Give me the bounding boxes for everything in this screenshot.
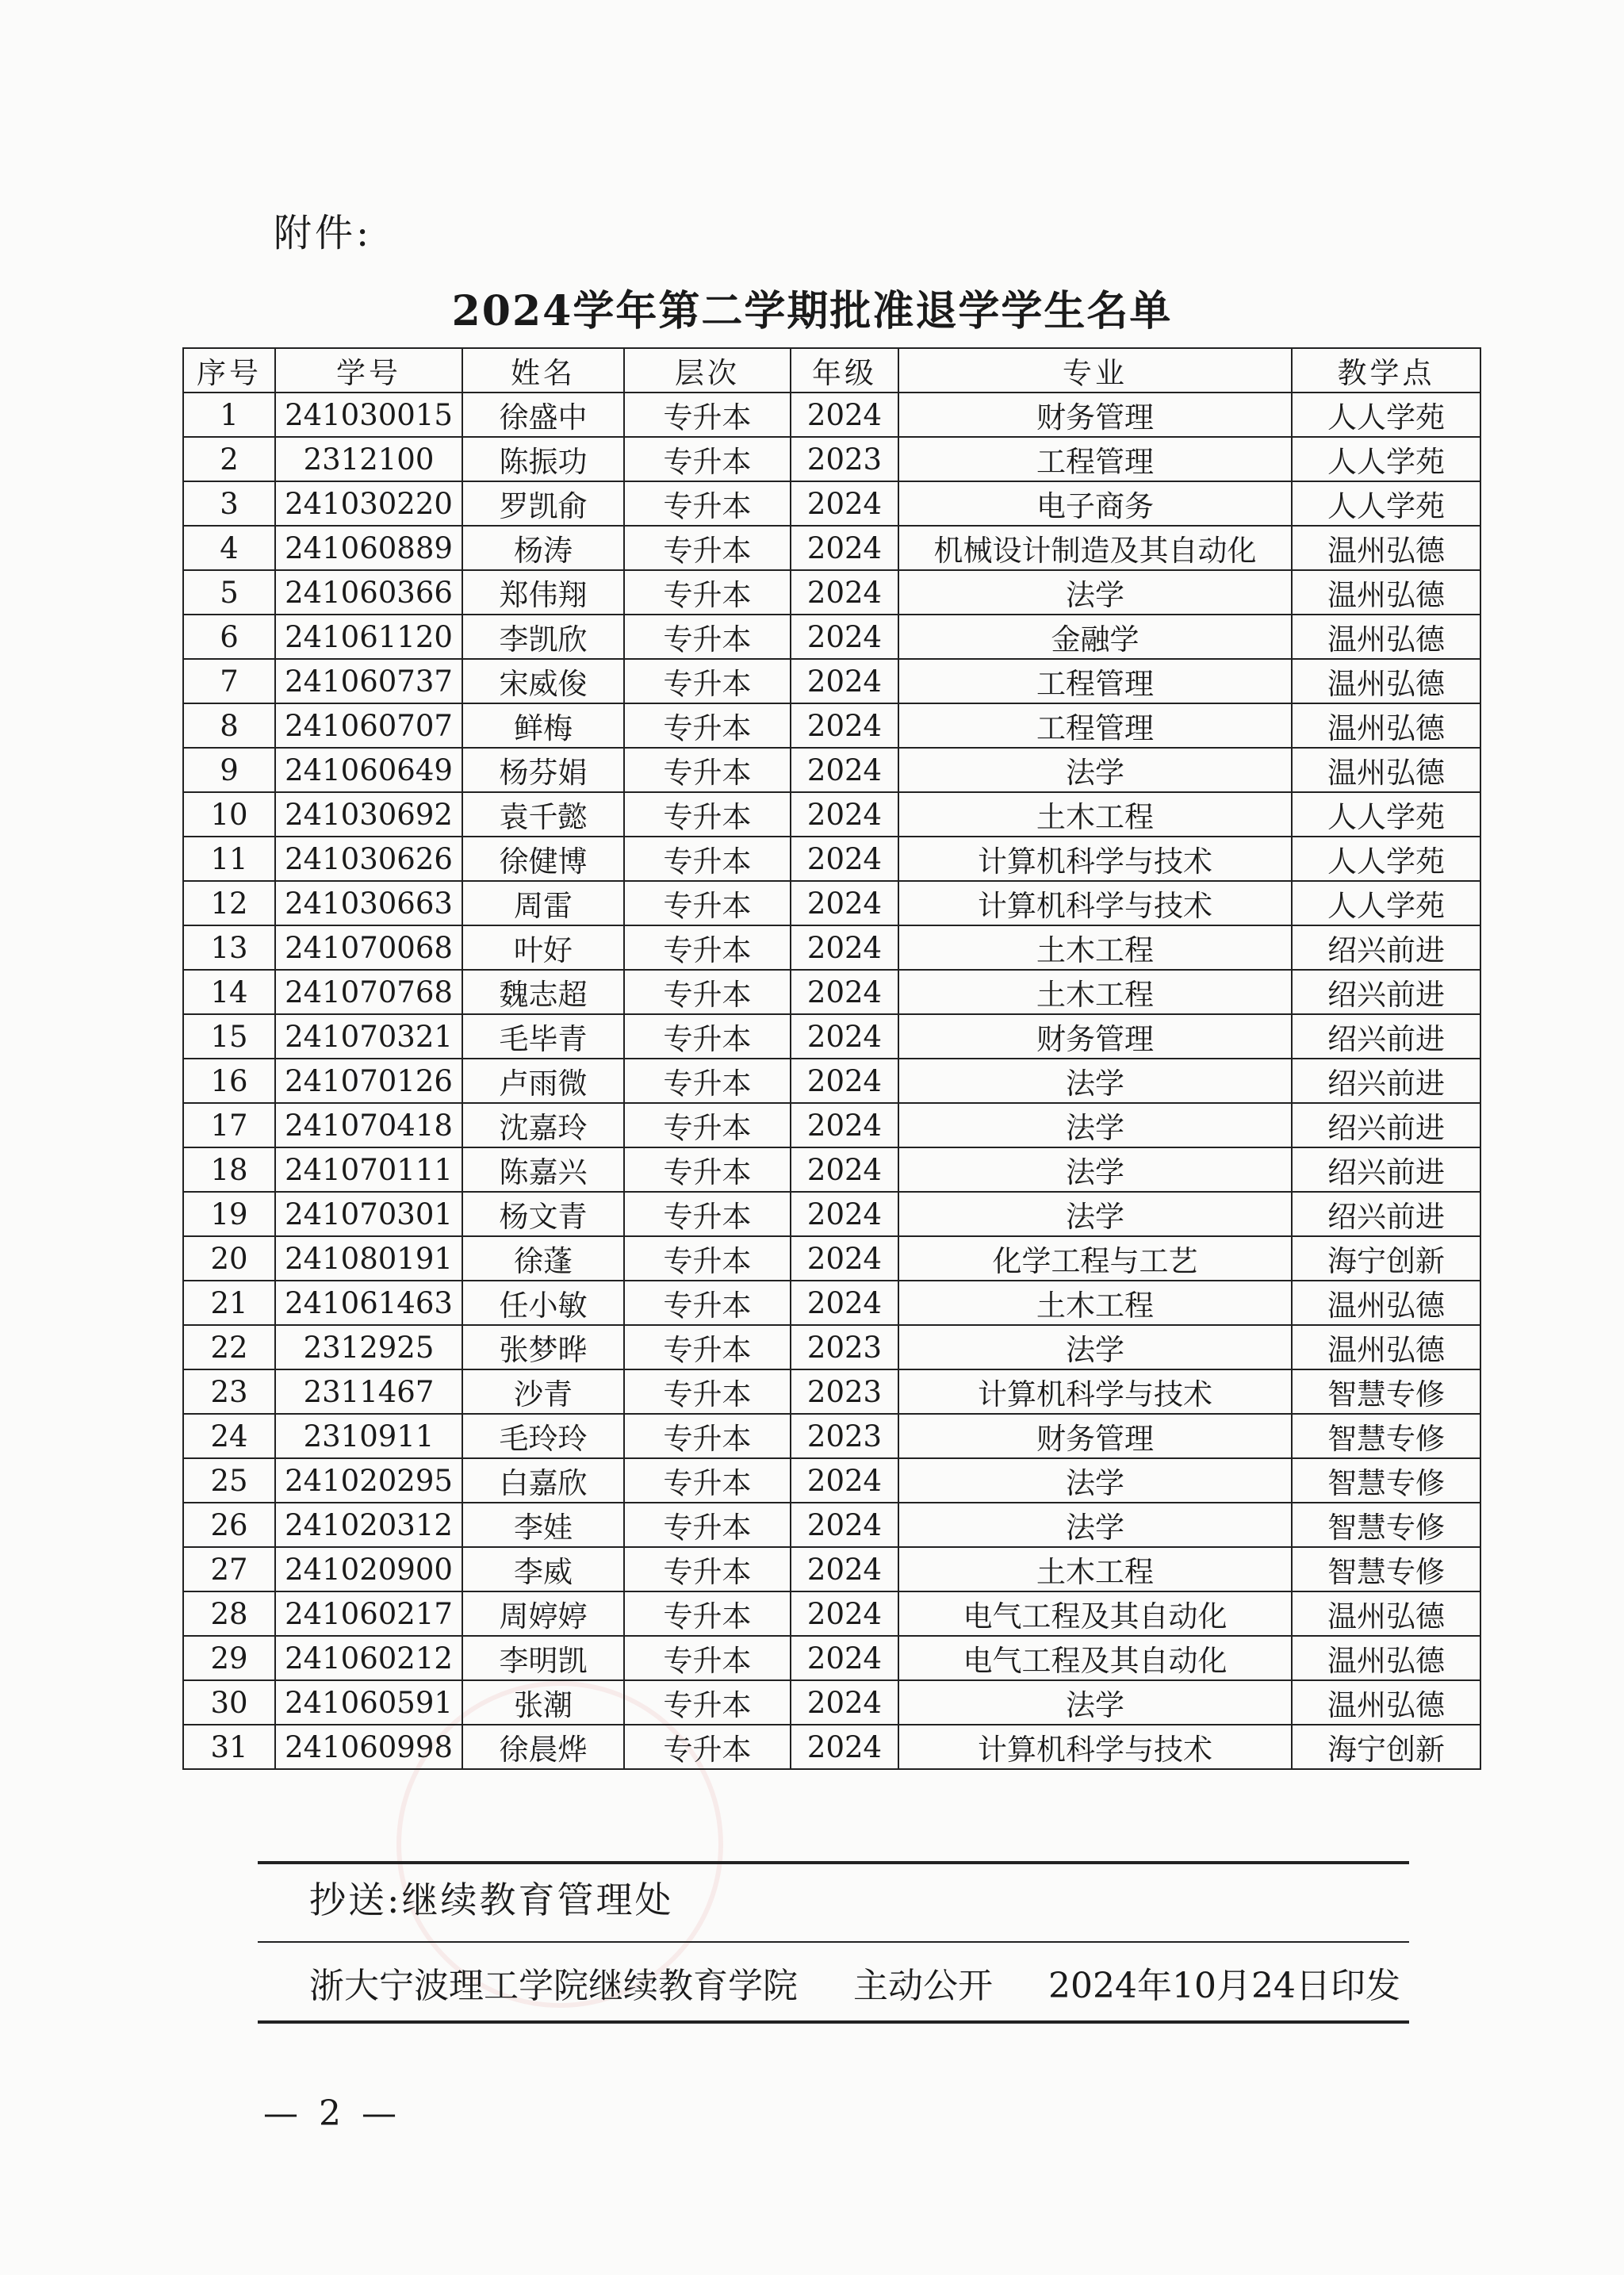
cell-index: 2 [183,437,275,481]
cell-level: 专升本 [624,1192,791,1236]
cell-name: 罗凯俞 [462,481,624,526]
table-row [183,748,1480,792]
cell-major: 法学 [898,1503,1292,1547]
cell-index: 27 [183,1547,275,1591]
cell-index: 10 [183,792,275,837]
table-row [183,881,1480,925]
table-row [183,1192,1480,1236]
cell-name: 徐晨烨 [462,1725,624,1769]
cell-major: 财务管理 [898,1414,1292,1458]
cell-teaching-site: 温州弘德 [1292,570,1480,615]
cell-grade: 2024 [791,1103,898,1147]
cell-grade: 2023 [791,1414,898,1458]
cell-teaching-site: 人人学苑 [1292,881,1480,925]
cell-index: 9 [183,748,275,792]
cell-level: 专升本 [624,570,791,615]
cell-grade: 2024 [791,1014,898,1059]
cell-grade: 2023 [791,1325,898,1369]
cell-teaching-site: 人人学苑 [1292,792,1480,837]
table-row [183,1725,1480,1769]
cell-teaching-site: 智慧专修 [1292,1503,1480,1547]
cell-index: 13 [183,925,275,970]
document-title: 2024学年第二学期批准退学学生名单 [451,287,1173,335]
cell-grade: 2024 [791,659,898,703]
cell-name: 鲜梅 [462,703,624,748]
cell-major: 财务管理 [898,393,1292,437]
cell-student-id: 241060737 [275,659,462,703]
footer-middle-rule [258,1941,1409,1943]
cell-name: 李凯欣 [462,615,624,659]
cell-major: 电子商务 [898,481,1292,526]
cell-major: 工程管理 [898,437,1292,481]
table-body [183,393,1480,1769]
table-header-row [183,348,1480,393]
cell-index: 4 [183,526,275,570]
cc-recipients: 抄送:继续教育管理处 [309,1879,674,1921]
table-row [183,1147,1480,1192]
cell-level: 专升本 [624,970,791,1014]
cell-name: 杨文青 [462,1192,624,1236]
cell-teaching-site: 绍兴前进 [1292,925,1480,970]
cell-name: 任小敏 [462,1281,624,1325]
cell-major: 工程管理 [898,659,1292,703]
cell-name: 徐健博 [462,837,624,881]
header-teaching-site: 教学点 [1292,348,1480,393]
cell-grade: 2024 [791,1458,898,1503]
table-row [183,437,1480,481]
cell-grade: 2024 [791,1591,898,1636]
cell-student-id: 241070768 [275,970,462,1014]
cell-student-id: 241070418 [275,1103,462,1147]
table-row [183,1236,1480,1281]
cell-major: 土木工程 [898,792,1292,837]
cell-level: 专升本 [624,1281,791,1325]
table-row [183,1014,1480,1059]
cell-name: 沈嘉玲 [462,1103,624,1147]
cell-level: 专升本 [624,526,791,570]
cell-grade: 2024 [791,970,898,1014]
cell-name: 毛玲玲 [462,1414,624,1458]
cell-level: 专升本 [624,1014,791,1059]
cell-index: 22 [183,1325,275,1369]
cell-grade: 2024 [791,481,898,526]
cell-student-id: 241030015 [275,393,462,437]
cell-level: 专升本 [624,1636,791,1680]
table-row [183,1458,1480,1503]
cell-level: 专升本 [624,1680,791,1725]
cell-index: 1 [183,393,275,437]
table-row [183,792,1480,837]
cell-name: 张梦晔 [462,1325,624,1369]
cell-student-id: 241070111 [275,1147,462,1192]
cell-major: 电气工程及其自动化 [898,1636,1292,1680]
cell-level: 专升本 [624,1503,791,1547]
cell-level: 专升本 [624,1725,791,1769]
cell-level: 专升本 [624,1547,791,1591]
cell-name: 张潮 [462,1680,624,1725]
table-row [183,1369,1480,1414]
cell-major: 法学 [898,1103,1292,1147]
cell-major: 法学 [898,1458,1292,1503]
cell-major: 土木工程 [898,1281,1292,1325]
issuer-name: 浙大宁波理工学院继续教育学院 [309,1966,798,2006]
header-student-id: 学号 [275,348,462,393]
cell-teaching-site: 人人学苑 [1292,481,1480,526]
table-row [183,1636,1480,1680]
cell-teaching-site: 温州弘德 [1292,1680,1480,1725]
cell-major: 化学工程与工艺 [898,1236,1292,1281]
cell-student-id: 2311467 [275,1369,462,1414]
cell-index: 6 [183,615,275,659]
cell-index: 30 [183,1680,275,1725]
cell-grade: 2024 [791,748,898,792]
cell-grade: 2024 [791,570,898,615]
table-row [183,837,1480,881]
cell-level: 专升本 [624,1458,791,1503]
cell-name: 白嘉欣 [462,1458,624,1503]
cell-name: 徐盛中 [462,393,624,437]
disclosure-type: 主动公开 [853,1966,993,2006]
cell-student-id: 241030220 [275,481,462,526]
cell-index: 20 [183,1236,275,1281]
table-row [183,1547,1480,1591]
cell-major: 法学 [898,570,1292,615]
cell-grade: 2024 [791,1547,898,1591]
cell-index: 28 [183,1591,275,1636]
table-row [183,393,1480,437]
cell-index: 31 [183,1725,275,1769]
table-row [183,1103,1480,1147]
table-row [183,659,1480,703]
cell-index: 3 [183,481,275,526]
cell-index: 21 [183,1281,275,1325]
header-level: 层次 [624,348,791,393]
cell-major: 土木工程 [898,970,1292,1014]
cell-level: 专升本 [624,437,791,481]
cell-major: 财务管理 [898,1014,1292,1059]
cell-student-id: 241070321 [275,1014,462,1059]
cell-teaching-site: 人人学苑 [1292,437,1480,481]
cell-grade: 2024 [791,1059,898,1103]
cell-level: 专升本 [624,881,791,925]
cell-major: 机械设计制造及其自动化 [898,526,1292,570]
cell-name: 李明凯 [462,1636,624,1680]
cell-teaching-site: 温州弘德 [1292,526,1480,570]
table-row [183,570,1480,615]
cell-level: 专升本 [624,1103,791,1147]
cell-teaching-site: 温州弘德 [1292,1591,1480,1636]
cell-name: 叶好 [462,925,624,970]
footer-bottom-rule [258,2020,1409,2024]
cell-major: 法学 [898,1680,1292,1725]
cell-grade: 2024 [791,1192,898,1236]
cell-teaching-site: 智慧专修 [1292,1369,1480,1414]
cell-student-id: 241060217 [275,1591,462,1636]
cell-index: 12 [183,881,275,925]
table-row [183,1281,1480,1325]
cell-major: 计算机科学与技术 [898,1725,1292,1769]
cell-major: 法学 [898,748,1292,792]
cell-grade: 2024 [791,1636,898,1680]
table-row [183,703,1480,748]
cell-grade: 2023 [791,1369,898,1414]
cell-name: 李娃 [462,1503,624,1547]
cell-major: 金融学 [898,615,1292,659]
cell-grade: 2024 [791,1147,898,1192]
table-row [183,615,1480,659]
cell-student-id: 241060649 [275,748,462,792]
cell-student-id: 241060591 [275,1680,462,1725]
cell-student-id: 2312100 [275,437,462,481]
cell-major: 土木工程 [898,925,1292,970]
header-name: 姓名 [462,348,624,393]
cell-teaching-site: 绍兴前进 [1292,970,1480,1014]
cell-level: 专升本 [624,1147,791,1192]
cell-level: 专升本 [624,1325,791,1369]
cell-grade: 2024 [791,615,898,659]
cell-teaching-site: 绍兴前进 [1292,1192,1480,1236]
cell-teaching-site: 温州弘德 [1292,1325,1480,1369]
table-row [183,1503,1480,1547]
cell-major: 土木工程 [898,1547,1292,1591]
cell-student-id: 241061463 [275,1281,462,1325]
cell-index: 16 [183,1059,275,1103]
cell-index: 18 [183,1147,275,1192]
table-row [183,481,1480,526]
cell-grade: 2024 [791,837,898,881]
table-row [183,526,1480,570]
cell-name: 陈嘉兴 [462,1147,624,1192]
cell-name: 周雷 [462,881,624,925]
cell-level: 专升本 [624,837,791,881]
cell-index: 14 [183,970,275,1014]
cell-teaching-site: 温州弘德 [1292,1281,1480,1325]
cell-major: 工程管理 [898,703,1292,748]
cell-grade: 2024 [791,1503,898,1547]
cell-student-id: 241070126 [275,1059,462,1103]
cell-grade: 2024 [791,1236,898,1281]
cell-level: 专升本 [624,1369,791,1414]
cell-student-id: 241030692 [275,792,462,837]
cell-grade: 2024 [791,792,898,837]
cell-student-id: 241020900 [275,1547,462,1591]
cell-name: 周婷婷 [462,1591,624,1636]
cell-name: 魏志超 [462,970,624,1014]
issue-date: 2024年10月24日印发 [1048,1966,1400,2006]
withdrawal-student-table [182,347,1481,1770]
cell-student-id: 241060366 [275,570,462,615]
cell-major: 法学 [898,1192,1292,1236]
cell-level: 专升本 [624,1591,791,1636]
cell-name: 郑伟翔 [462,570,624,615]
cell-major: 计算机科学与技术 [898,881,1292,925]
cell-teaching-site: 温州弘德 [1292,615,1480,659]
cell-index: 15 [183,1014,275,1059]
cell-major: 法学 [898,1325,1292,1369]
table-row [183,925,1480,970]
cell-student-id: 241070301 [275,1192,462,1236]
cell-teaching-site: 人人学苑 [1292,393,1480,437]
cell-major: 计算机科学与技术 [898,1369,1292,1414]
cell-grade: 2024 [791,1725,898,1769]
cell-teaching-site: 智慧专修 [1292,1458,1480,1503]
cell-index: 23 [183,1369,275,1414]
cell-level: 专升本 [624,1059,791,1103]
cell-index: 24 [183,1414,275,1458]
cell-teaching-site: 人人学苑 [1292,837,1480,881]
table-row [183,1414,1480,1458]
table-row [183,1680,1480,1725]
cell-teaching-site: 温州弘德 [1292,659,1480,703]
cell-level: 专升本 [624,659,791,703]
cell-index: 17 [183,1103,275,1147]
table-row [183,1325,1480,1369]
cell-grade: 2024 [791,1680,898,1725]
cell-student-id: 241030663 [275,881,462,925]
cell-index: 5 [183,570,275,615]
cell-teaching-site: 海宁创新 [1292,1236,1480,1281]
cell-index: 29 [183,1636,275,1680]
cell-teaching-site: 绍兴前进 [1292,1103,1480,1147]
cell-index: 25 [183,1458,275,1503]
cell-student-id: 241061120 [275,615,462,659]
cell-level: 专升本 [624,792,791,837]
cell-name: 宋威俊 [462,659,624,703]
cell-name: 袁千懿 [462,792,624,837]
cell-index: 19 [183,1192,275,1236]
cell-student-id: 2310911 [275,1414,462,1458]
cell-level: 专升本 [624,925,791,970]
cell-level: 专升本 [624,393,791,437]
cell-grade: 2024 [791,526,898,570]
cell-index: 7 [183,659,275,703]
cell-student-id: 241020295 [275,1458,462,1503]
cell-name: 杨涛 [462,526,624,570]
cell-teaching-site: 智慧专修 [1292,1547,1480,1591]
cell-grade: 2024 [791,925,898,970]
cell-index: 8 [183,703,275,748]
cell-teaching-site: 绍兴前进 [1292,1147,1480,1192]
cell-level: 专升本 [624,1414,791,1458]
cell-student-id: 241020312 [275,1503,462,1547]
cell-index: 11 [183,837,275,881]
table-row [183,1591,1480,1636]
attachment-label: 附件: [274,211,373,255]
cell-index: 26 [183,1503,275,1547]
cell-name: 陈振功 [462,437,624,481]
cell-major: 电气工程及其自动化 [898,1591,1292,1636]
cell-level: 专升本 [624,1236,791,1281]
issuer-line [309,1957,1400,2008]
cell-name: 杨芬娟 [462,748,624,792]
footer-top-rule [258,1861,1409,1864]
cell-teaching-site: 智慧专修 [1292,1414,1480,1458]
header-major: 专业 [898,348,1292,393]
cell-student-id: 241060707 [275,703,462,748]
cell-student-id: 241030626 [275,837,462,881]
cell-name: 徐蓬 [462,1236,624,1281]
cell-student-id: 241080191 [275,1236,462,1281]
cell-student-id: 2312925 [275,1325,462,1369]
cell-level: 专升本 [624,703,791,748]
cell-student-id: 241060889 [275,526,462,570]
header-grade: 年级 [791,348,898,393]
header-index: 序号 [183,348,275,393]
cell-major: 法学 [898,1059,1292,1103]
table-row [183,1059,1480,1103]
cell-name: 李威 [462,1547,624,1591]
cell-grade: 2024 [791,393,898,437]
cell-major: 法学 [898,1147,1292,1192]
cell-grade: 2024 [791,1281,898,1325]
cell-name: 沙青 [462,1369,624,1414]
cell-major: 计算机科学与技术 [898,837,1292,881]
cell-name: 毛毕青 [462,1014,624,1059]
cell-level: 专升本 [624,481,791,526]
table-row [183,970,1480,1014]
cell-name: 卢雨微 [462,1059,624,1103]
cell-student-id: 241060212 [275,1636,462,1680]
cell-teaching-site: 海宁创新 [1292,1725,1480,1769]
cell-teaching-site: 温州弘德 [1292,1636,1480,1680]
cell-student-id: 241060998 [275,1725,462,1769]
cell-level: 专升本 [624,748,791,792]
cell-level: 专升本 [624,615,791,659]
page-number: — 2 — [263,2093,401,2134]
cell-student-id: 241070068 [275,925,462,970]
cell-grade: 2024 [791,881,898,925]
cell-teaching-site: 绍兴前进 [1292,1059,1480,1103]
cell-grade: 2024 [791,703,898,748]
cell-teaching-site: 绍兴前进 [1292,1014,1480,1059]
cell-teaching-site: 温州弘德 [1292,703,1480,748]
cell-teaching-site: 温州弘德 [1292,748,1480,792]
cell-grade: 2023 [791,437,898,481]
